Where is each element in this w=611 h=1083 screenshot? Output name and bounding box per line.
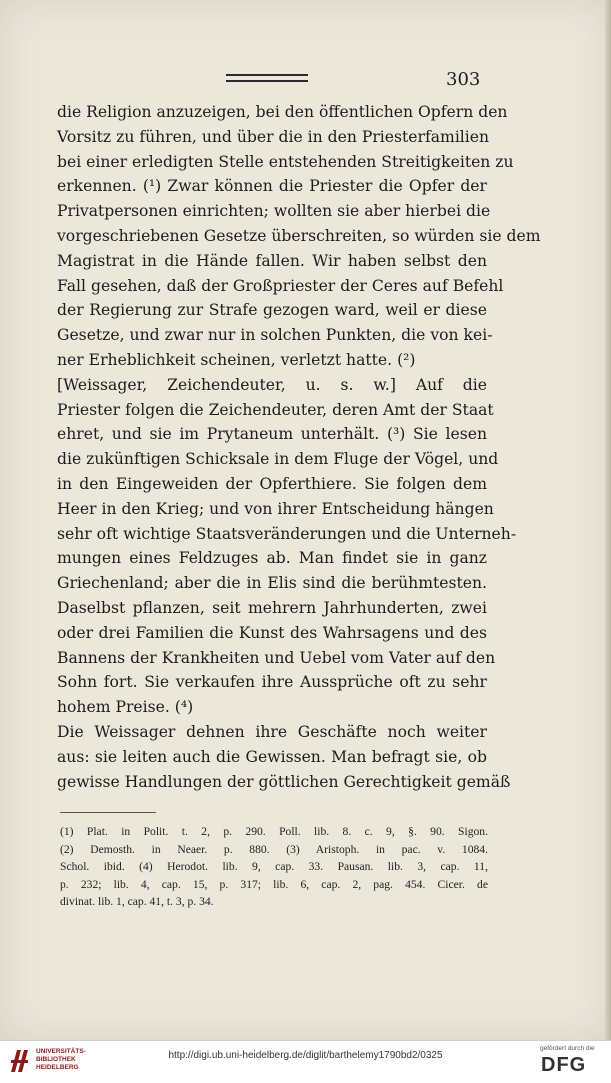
text-line: die Religion anzuzeigen, bei den öffentlichen Opfern den (57, 103, 508, 121)
text-line: ehret, und sie im Prytaneum unterhält. (³) Sie lesen (57, 425, 487, 444)
library-name-line: UNIVERSITÄTS- (36, 1048, 86, 1055)
permalink-url[interactable]: http://digi.ub.uni-heidelberg.de/diglit/barthelemy1790bd2/0325 (168, 1050, 443, 1061)
footnote-line: p. 232; lib. 4, cap. 15, p. 317; lib. 6, cap. 2, pag. 454. Cicer. de (60, 877, 488, 891)
text-line: Sohn fort. Sie verkaufen ihre Aussprüche oft zu sehr (57, 673, 487, 692)
text-line: in den Eingeweiden der Opferthiere. Sie folgen dem (57, 474, 487, 493)
page-edge (605, 0, 611, 1040)
footnote-line: (1) Plat. in Polit. t. 2, p. 290. Poll. lib. 8. c. 9, §. 90. Sigon. (60, 825, 488, 838)
library-name-line: HEIDELBERG (36, 1064, 79, 1071)
footnote-line: (2) Demosth. in Neaer. p. 880. (3) Aristoph. in pac. v. 1084. (60, 842, 488, 856)
text-line: Magistrat in die Hände fallen. Wir haben selbst den (57, 251, 487, 270)
text-line: Fall gesehen, daß der Großpriester der Ceres auf Befehl (57, 276, 504, 295)
text-line: [Weissager, Zeichendeuter, u. s. w.] Auf die (57, 375, 487, 394)
body-text (57, 100, 541, 794)
text-line: Bannens der Krankheiten und Uebel vom Vater auf den (57, 648, 496, 667)
footnote-line: Schol. ibid. (4) Herodot. lib. 9, cap. 33. Pausan. lib. 3, cap. 11, (60, 860, 488, 873)
text-line: oder drei Familien die Kunst des Wahrsagens und des (57, 623, 487, 642)
text-line: Griechenland; aber die in Elis sind die berühmtesten. (57, 574, 487, 593)
footnotes (60, 823, 488, 911)
text-line: vorgeschriebenen Gesetze überschreiten, so würden sie dem (57, 226, 541, 245)
text-line: hohem Preise. (⁴) (57, 698, 194, 717)
text-line: Daselbst pflanzen, seit mehrern Jahrhunderten, zwei (57, 598, 487, 617)
viewer-footer (0, 1040, 611, 1083)
text-line: gewisse Handlungen der göttlichen Gerechtigkeit gemäß (57, 772, 511, 791)
text-line: aus: sie leiten auch die Gewissen. Man befragt sie, ob (57, 747, 487, 766)
text-line: Vorsitz zu führen, und über die in den Priesterfamilien (57, 127, 490, 146)
footnote-line: divinat. lib. 1, cap. 41, t. 3, p. 34. (60, 895, 214, 908)
text-line: die zukünftigen Schicksale in dem Fluge der Vögel, und (57, 450, 499, 469)
dfg-logo[interactable]: DFG (541, 1054, 587, 1076)
page-number: 303 (446, 69, 481, 90)
text-line: Heer in den Krieg; und von ihrer Entscheidung hängen (57, 499, 494, 518)
funded-by-label: gefördert durch die (540, 1045, 595, 1052)
header-double-rule (226, 74, 308, 82)
text-line: der Regierung zur Strafe gezogen ward, weil er diese (57, 301, 487, 320)
text-line: sehr oft wichtige Staatsveränderungen und die Unterneh- (57, 524, 517, 543)
footnote-rule (60, 812, 156, 813)
text-line: Privatpersonen einrichten; wollten sie aber hierbei die (57, 202, 491, 221)
text-line: Die Weissager dehnen ihre Geschäfte noch weiter (57, 722, 487, 741)
library-name-line: BIBLIOTHEK (36, 1056, 76, 1063)
text-line: bei einer erledigten Stelle entstehenden Streitigkeiten zu (57, 152, 514, 171)
text-line: Priester folgen die Zeichendeuter, deren Amt der Staat (57, 400, 494, 419)
text-line: ner Erheblichkeit scheinen, verletzt hatte. (²) (57, 350, 416, 369)
text-line: Gesetze, und zwar nur in solchen Punkten, die von kei- (57, 326, 493, 345)
text-line: erkennen. (¹) Zwar können die Priester die Opfer der (57, 177, 487, 196)
text-line: mungen eines Feldzuges ab. Man findet sie in ganz (57, 549, 487, 568)
